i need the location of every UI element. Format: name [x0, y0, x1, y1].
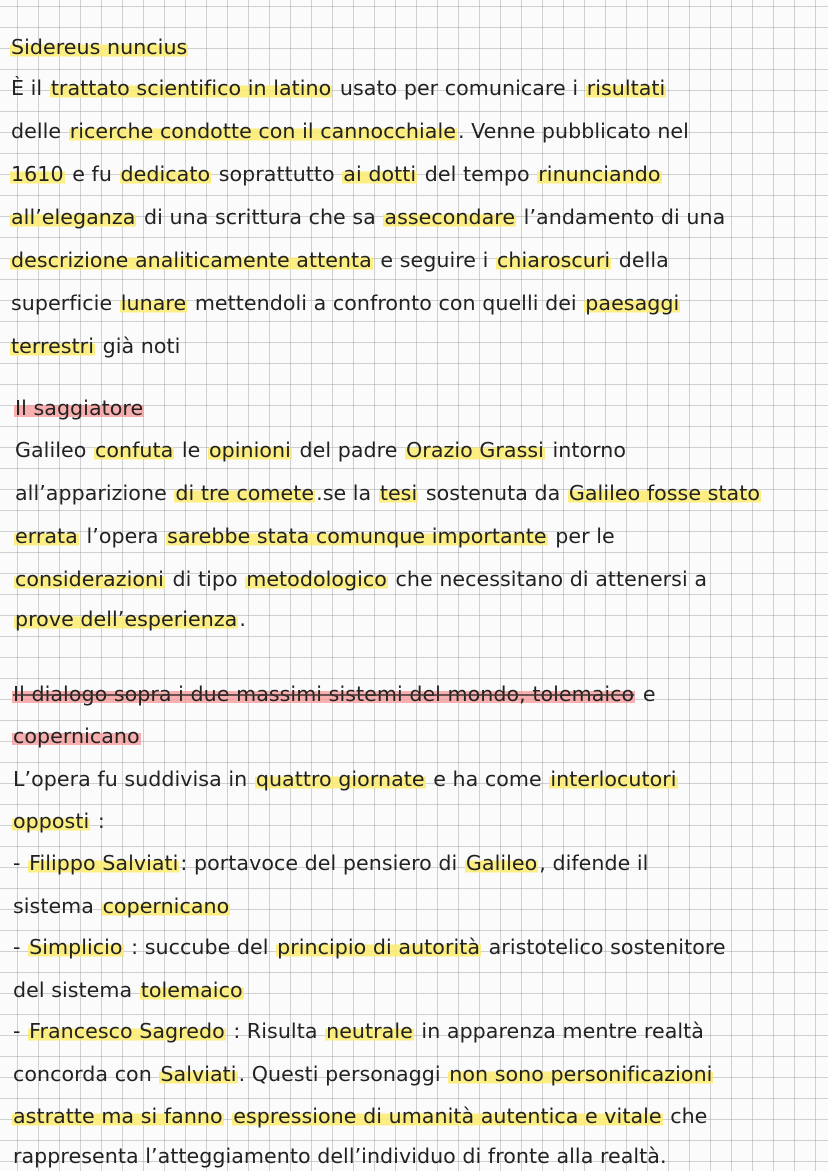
highlighted-text: descrizione analiticamente attenta [11, 248, 372, 272]
highlighted-text: assecondare [384, 205, 516, 229]
text-run: già noti [95, 334, 181, 358]
highlighted-text: principio di autorità [277, 935, 481, 959]
text-run: . [239, 607, 246, 631]
highlighted-text: Galileo [465, 851, 538, 875]
text-run: - [13, 935, 28, 959]
text-line [12, 933, 828, 961]
text-run: e ha come [426, 767, 549, 791]
text-line [14, 565, 828, 593]
text-run: per le [548, 524, 615, 548]
text-run: superficie [11, 291, 119, 315]
text-line [10, 160, 828, 188]
highlighted-text: all’eleganza [11, 205, 136, 229]
text-run: - [13, 1019, 28, 1043]
highlighted-text: risultati [586, 76, 666, 100]
text-run: concorda con [13, 1062, 159, 1086]
highlighted-text: 1610 [11, 162, 64, 186]
section-title-sidereus [10, 33, 828, 61]
text-run: della [612, 248, 669, 272]
text-run: del sistema [13, 978, 139, 1002]
text-line [12, 892, 828, 920]
highlighted-text: Filippo Salviati [29, 851, 179, 875]
highlighted-text: lunare [120, 291, 187, 315]
text-run: soprattutto [212, 162, 342, 186]
text-run: usato per comunicare i [333, 76, 585, 100]
highlighted-text: non sono personificazioni [449, 1062, 713, 1086]
text-run: sistema [13, 894, 101, 918]
text-run: delle [11, 119, 68, 143]
text-line [10, 289, 828, 317]
highlighted-text: tesi [379, 481, 418, 505]
text-run: del padre [292, 438, 405, 462]
text-run: e seguire i [373, 248, 495, 272]
text-run: l’andamento di una [517, 205, 726, 229]
highlighted-text: Galileo fosse stato [568, 481, 761, 505]
title-suffix: e [636, 682, 656, 706]
text-line [14, 479, 828, 507]
text-line [12, 1017, 828, 1045]
title-highlight: Sidereus nuncius [11, 35, 188, 59]
title-highlight: Il saggiatore [15, 396, 144, 420]
text-run: le [175, 438, 207, 462]
text-run: rappresenta l’atteggiamento dell’individuo di fronte alla realtà. [13, 1144, 667, 1168]
text-run: , difende il [539, 851, 649, 875]
text-run: .se la [316, 481, 378, 505]
highlighted-text: ricerche condotte con il cannocchiale [69, 119, 456, 143]
text-run: sostenuta da [419, 481, 567, 505]
section-title-dialogo-line2 [12, 722, 828, 750]
highlighted-text: rinunciando [538, 162, 661, 186]
text-line [12, 976, 828, 1004]
text-run: : [91, 809, 105, 833]
text-run: : succube del [124, 935, 276, 959]
text-run: : Risulta [226, 1019, 325, 1043]
text-run: l’opera [79, 524, 166, 548]
text-run: e fu [65, 162, 119, 186]
text-run: aristotelico sostenitore [482, 935, 726, 959]
text-line [12, 1102, 828, 1130]
text-run: Galileo [15, 438, 93, 462]
text-run: : portavoce del pensiero di [180, 851, 464, 875]
text-line [12, 765, 828, 793]
text-run: di una scrittura che sa [137, 205, 383, 229]
highlighted-text: paesaggi [585, 291, 680, 315]
text-run: L’opera fu suddivisa in [13, 767, 254, 791]
highlighted-text: Orazio Grassi [406, 438, 544, 462]
text-run: È il [11, 76, 49, 100]
text-run: di tipo [165, 567, 245, 591]
highlighted-text: interlocutori [550, 767, 677, 791]
highlighted-text: terrestri [11, 334, 94, 358]
highlighted-text: sarebbe stata comunque importante [167, 524, 547, 548]
text-run: del tempo [418, 162, 537, 186]
highlighted-text: Francesco Sagredo [29, 1019, 225, 1043]
highlighted-text: prove dell’esperienza [15, 607, 238, 631]
title-highlight: copernicano [13, 724, 140, 748]
text-run: in apparenza mentre realtà [414, 1019, 704, 1043]
text-line [12, 849, 828, 877]
highlighted-text: quattro giornate [255, 767, 425, 791]
highlighted-text: copernicano [102, 894, 230, 918]
highlighted-text: neutrale [326, 1019, 413, 1043]
text-run: . Questi personaggi [238, 1062, 448, 1086]
text-run: che [663, 1104, 708, 1128]
highlighted-text: errata [15, 524, 78, 548]
text-run: . Venne pubblicato nel [457, 119, 689, 143]
text-line [10, 117, 828, 145]
text-run: mettendoli a confronto con quelli dei [188, 291, 584, 315]
highlighted-text: opposti [13, 809, 90, 833]
text-line [14, 522, 828, 550]
section-title-saggiatore [14, 394, 828, 422]
text-line [10, 74, 828, 102]
highlighted-text: metodologico [246, 567, 387, 591]
text-line [10, 246, 828, 274]
highlighted-text: dedicato [120, 162, 211, 186]
text-run: - [13, 851, 28, 875]
highlighted-text: Salviati [160, 1062, 237, 1086]
text-line [10, 203, 828, 231]
text-run [224, 1104, 233, 1128]
highlighted-text: confuta [94, 438, 174, 462]
text-line [12, 807, 828, 835]
highlighted-text: opinioni [208, 438, 291, 462]
text-line [12, 1060, 828, 1088]
highlighted-text: chiaroscuri [496, 248, 611, 272]
highlighted-text: espressione di umanità autentica e vitale [233, 1104, 662, 1128]
text-line [14, 436, 828, 464]
highlighted-text: trattato scientifico in latino [50, 76, 332, 100]
highlighted-text: astratte ma si fanno [13, 1104, 223, 1128]
text-line [14, 605, 828, 633]
highlighted-text: tolemaico [140, 978, 243, 1002]
text-line [10, 332, 828, 360]
highlighted-text: di tre comete [175, 481, 315, 505]
section-title-dialogo [12, 680, 828, 708]
text-run: all’apparizione [15, 481, 174, 505]
title-highlight: Il dialogo sopra i due massimi sistemi del mondo, tolemaico [13, 682, 635, 706]
highlighted-text: Simplicio [29, 935, 123, 959]
text-line [12, 1142, 828, 1170]
highlighted-text: considerazioni [15, 567, 164, 591]
highlighted-text: ai dotti [343, 162, 417, 186]
text-run: intorno [545, 438, 627, 462]
text-run: che necessitano di attenersi a [388, 567, 707, 591]
